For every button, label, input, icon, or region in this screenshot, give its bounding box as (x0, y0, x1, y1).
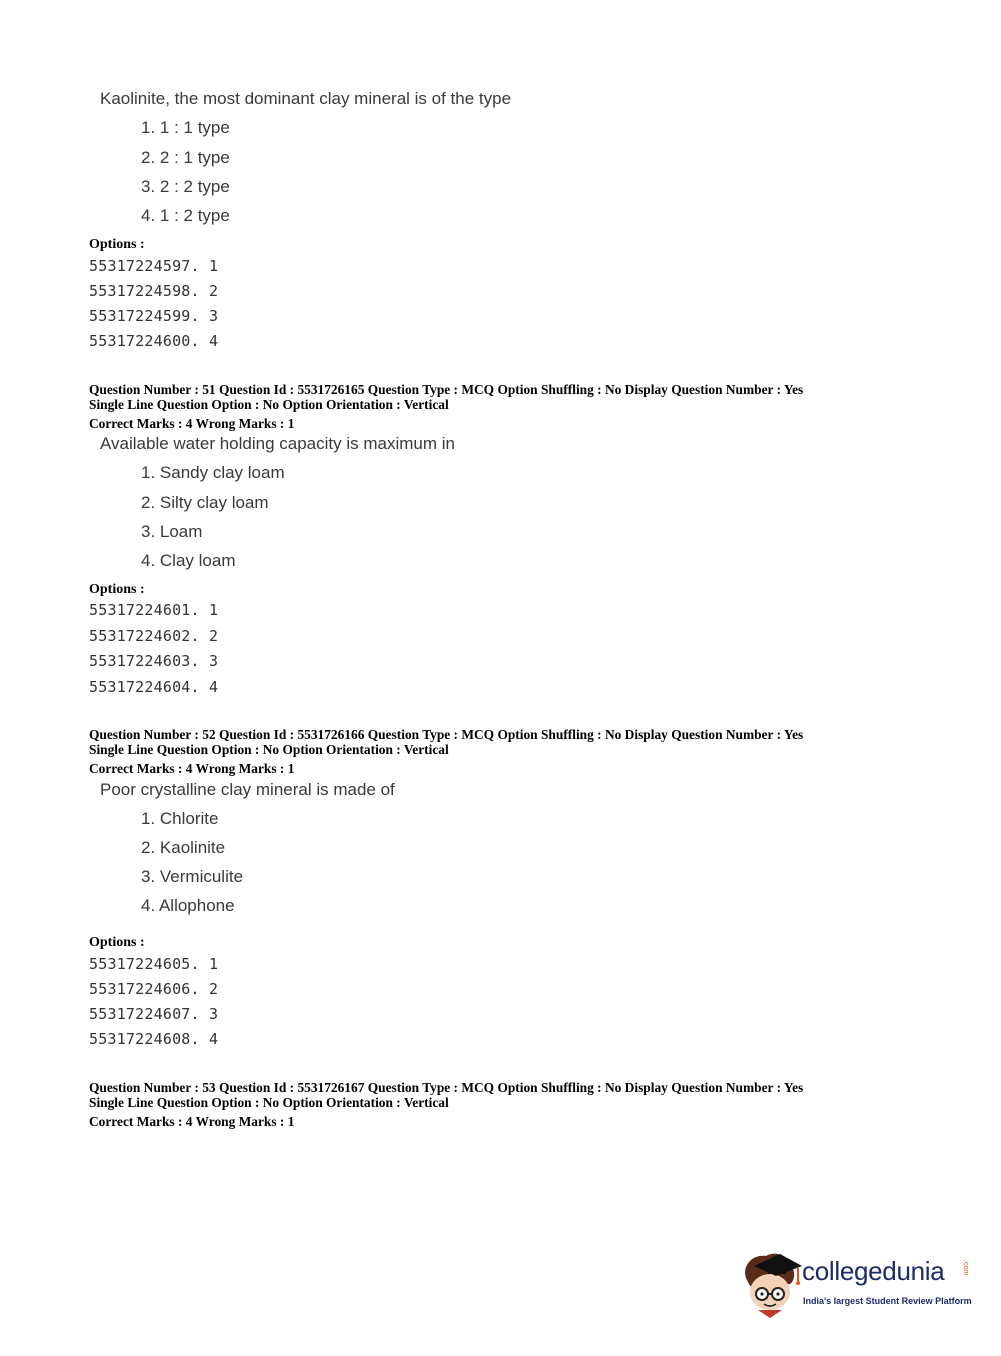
question-51-marks: Correct Marks : 4 Wrong Marks : 1 (89, 416, 295, 431)
logo-suffix: .com (962, 1260, 969, 1276)
question-50-text: Kaolinite, the most dominant clay mineral is of the type (100, 89, 512, 108)
question-50-option-id-2: 55317224598. 2 (89, 282, 219, 300)
question-53-marks: Correct Marks : 4 Wrong Marks : 1 (89, 1114, 295, 1129)
question-51-option-id-1: 55317224601. 1 (89, 601, 219, 619)
question-50-option-id-4: 55317224600. 4 (89, 332, 219, 350)
question-51-option-id-3: 55317224603. 3 (89, 652, 219, 670)
question-50-choice-3: 3. 2 : 2 type (141, 177, 230, 196)
question-52-option-id-4: 55317224608. 4 (89, 1030, 219, 1048)
question-52-meta-line-2: Single Line Question Option : No Option Orientation : Vertical (89, 742, 449, 757)
question-52-choice-3: 3. Vermiculite (141, 867, 244, 886)
question-50-options-label: Options : (89, 237, 145, 252)
question-52-choice-4: 4. Allophone (141, 896, 235, 915)
question-51-choice-2: 2. Silty clay loam (141, 493, 269, 512)
question-53-meta-line-1: Question Number : 53 Question Id : 5531726167 Question Type : MCQ Option Shuffling : No Display Question Number : Yes (89, 1080, 804, 1095)
question-51-meta-line-1: Question Number : 51 Question Id : 5531726165 Question Type : MCQ Option Shuffling : No Display Question Number : Yes (89, 382, 804, 397)
mascot-icon (740, 1248, 802, 1320)
question-50-choice-1: 1. 1 : 1 type (141, 118, 230, 137)
question-52-choice-1: 1. Chlorite (141, 809, 219, 828)
question-51-choice-4: 4. Clay loam (141, 551, 236, 570)
collegedunia-logo[interactable] (740, 1248, 970, 1320)
question-52-text: Poor crystalline clay mineral is made of (100, 780, 395, 799)
question-52-meta-line-1: Question Number : 52 Question Id : 5531726166 Question Type : MCQ Option Shuffling : No Display Question Number : Yes (89, 727, 804, 742)
question-52-option-id-3: 55317224607. 3 (89, 1005, 219, 1023)
question-50-choice-4: 4. 1 : 2 type (141, 206, 230, 225)
question-50-choice-2: 2. 2 : 1 type (141, 148, 230, 167)
logo-wordmark: collegedunia (802, 1256, 945, 1286)
question-51-choice-3: 3. Loam (141, 522, 203, 541)
logo-tagline: India's largest Student Review Platform (803, 1296, 972, 1306)
question-52-marks: Correct Marks : 4 Wrong Marks : 1 (89, 761, 295, 776)
question-52-options-label: Options : (89, 935, 145, 950)
question-52-option-id-1: 55317224605. 1 (89, 955, 219, 973)
question-53-meta-line-2: Single Line Question Option : No Option Orientation : Vertical (89, 1095, 449, 1110)
question-51-choice-1: 1. Sandy clay loam (141, 463, 285, 482)
question-52-option-id-2: 55317224606. 2 (89, 980, 219, 998)
question-50-option-id-1: 55317224597. 1 (89, 257, 219, 275)
question-50-option-id-3: 55317224599. 3 (89, 307, 219, 325)
question-51-meta-line-2: Single Line Question Option : No Option Orientation : Vertical (89, 397, 449, 412)
question-51-text: Available water holding capacity is maximum in (100, 434, 455, 453)
question-52-choice-2: 2. Kaolinite (141, 838, 226, 857)
question-51-option-id-4: 55317224604. 4 (89, 678, 219, 696)
question-51-option-id-2: 55317224602. 2 (89, 627, 219, 645)
question-51-options-label: Options : (89, 582, 145, 597)
